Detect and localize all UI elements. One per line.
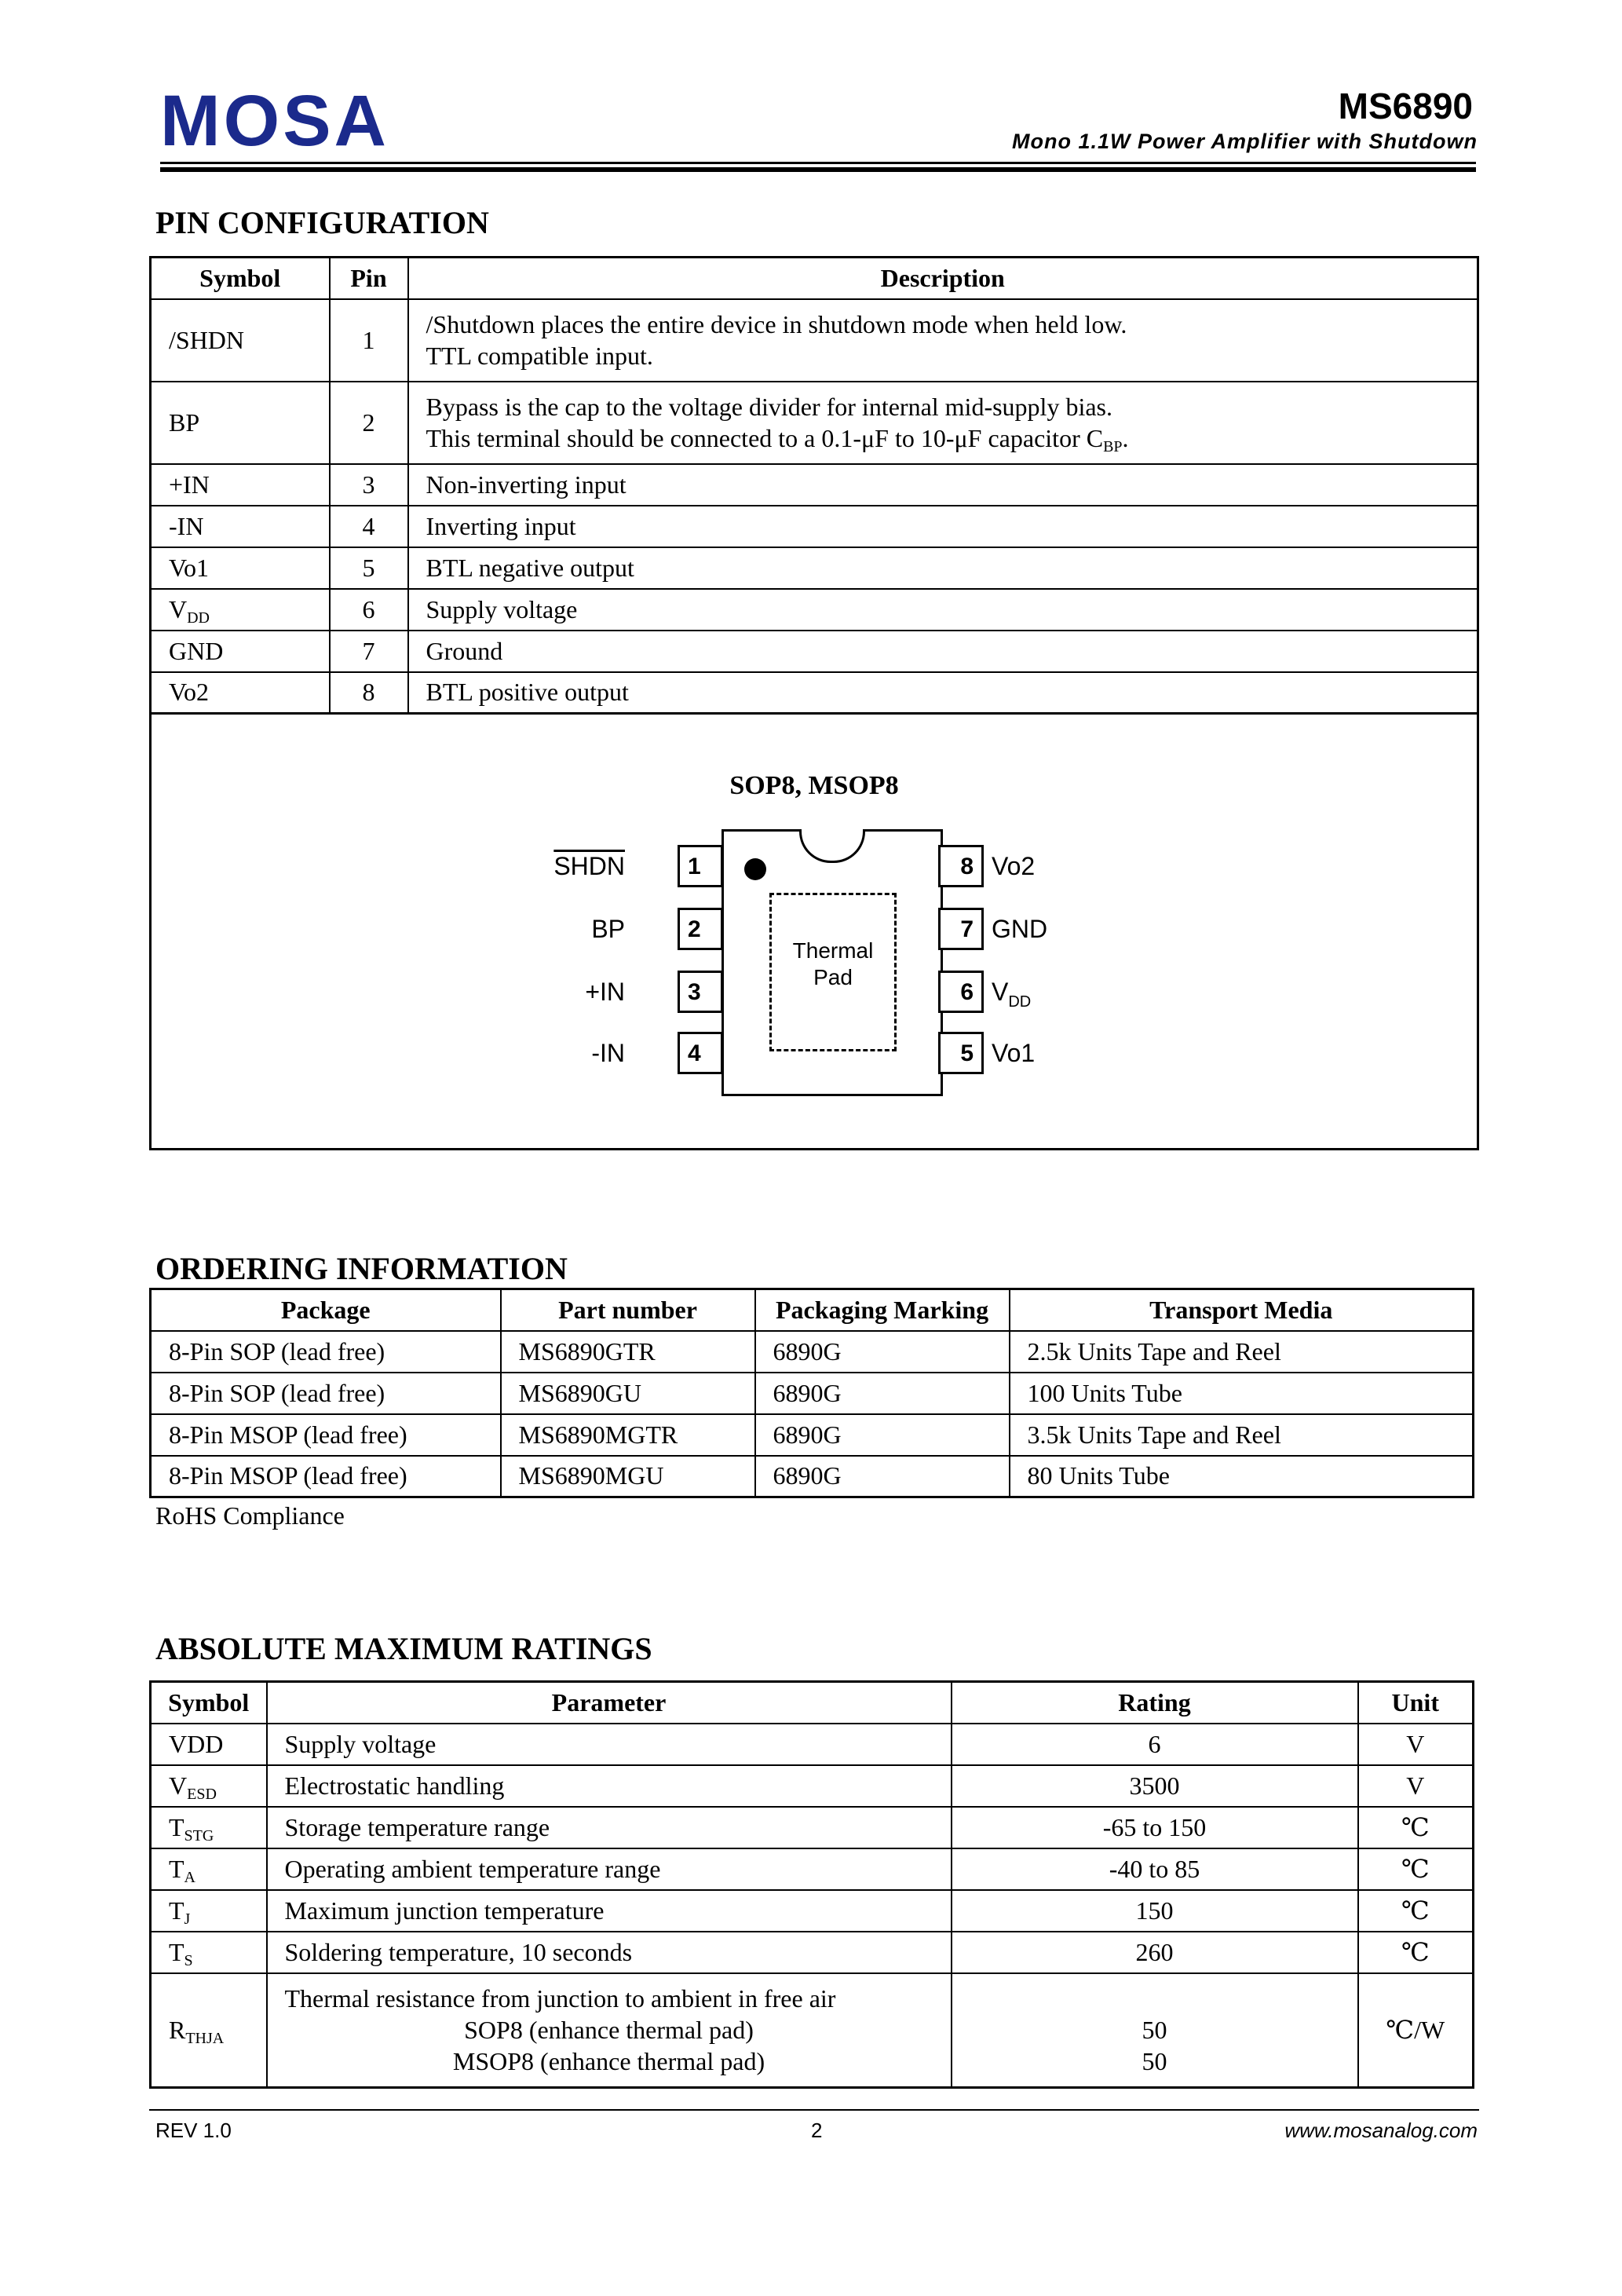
table-row: [151, 506, 1478, 547]
pin-label-plus-in: +IN: [585, 978, 625, 1006]
pin-number: 8: [330, 672, 408, 714]
pin-configuration-title: PIN CONFIGURATION: [155, 205, 489, 240]
table-header-row: [151, 1682, 1474, 1724]
document-subtitle: Mono 1.1W Power Amplifier with Shutdown: [1012, 130, 1478, 153]
table-row: [151, 382, 1478, 464]
part-number-cell: MS6890GU: [501, 1373, 755, 1414]
pin-number: 4: [330, 506, 408, 547]
pin-symbol: Vo2: [151, 672, 330, 714]
header-parameter: Parameter: [267, 1682, 952, 1724]
pin-description: Non-inverting input: [408, 464, 1478, 506]
pin-label-vo1: Vo1: [992, 1039, 1036, 1067]
header-symbol: Symbol: [151, 258, 330, 299]
header-part-number: Part number: [501, 1289, 755, 1331]
rating-value: 260: [952, 1932, 1358, 1973]
package-cell: 8-Pin MSOP (lead free): [151, 1414, 501, 1456]
rating-unit: V: [1358, 1765, 1474, 1807]
rating-value: 3500: [952, 1765, 1358, 1807]
marking-cell: 6890G: [755, 1331, 1010, 1373]
table-row: [151, 1373, 1474, 1414]
pin-number: 1: [330, 299, 408, 382]
pin-symbol: Vo1: [151, 547, 330, 589]
table-header-row: [151, 1289, 1474, 1331]
header-description: Description: [408, 258, 1478, 299]
footer-page-number: 2: [811, 2119, 823, 2142]
pin-description: Ground: [408, 631, 1478, 672]
part-number: MS6890: [1338, 86, 1473, 126]
marking-cell: 6890G: [755, 1373, 1010, 1414]
rating-value: 150: [952, 1890, 1358, 1932]
pin1-indicator-dot: [744, 858, 766, 880]
pin-description: BTL positive output: [408, 672, 1478, 714]
pin-label-vdd: $V_{DD}$: [992, 978, 1032, 1011]
table-row: [151, 1331, 1474, 1373]
rating-unit: V: [1358, 1724, 1474, 1765]
rating-parameter: Electrostatic handling: [267, 1765, 952, 1807]
rating-symbol: $T_S$: [151, 1932, 267, 1973]
pin-label-vo2: Vo2: [992, 852, 1036, 880]
pin-label-minus-in: -IN: [591, 1039, 625, 1067]
pin-configuration-table: [149, 256, 1479, 715]
header-rating: Rating: [952, 1682, 1358, 1724]
absolute-maximum-ratings-title: ABSOLUTE MAXIMUM RATINGS: [155, 1631, 652, 1666]
rating-symbol: $T_J$: [151, 1890, 267, 1932]
thermal-pad-label: Thermal Pad: [792, 938, 874, 989]
marking-cell: 6890G: [755, 1414, 1010, 1456]
table-row: [151, 547, 1478, 589]
pin-label-bp: BP: [591, 915, 625, 943]
package-cell: 8-Pin SOP (lead free): [151, 1373, 501, 1414]
pin-symbol: GND: [151, 631, 330, 672]
pin-description: Bypass is the cap to the voltage divider for internal mid-supply bias. This terminal should be connected to a 0.1-μF to 10-μF capacitor $C_{BP}$.: [408, 382, 1478, 464]
pin-2: 2: [678, 908, 723, 950]
package-title: SOP8, MSOP8: [729, 771, 899, 800]
table-row: [151, 1456, 1474, 1497]
transport-cell: 2.5k Units Tape and Reel: [1010, 1331, 1474, 1373]
part-number-cell: MS6890MGTR: [501, 1414, 755, 1456]
table-row: [151, 1890, 1474, 1932]
header-transport-media: Transport Media: [1010, 1289, 1474, 1331]
rating-parameter: Thermal resistance from junction to ambient in free air SOP8 (enhance thermal pad) MSOP8 (enhance thermal pad): [267, 1973, 952, 2088]
rating-symbol: $R_{THJA}$: [151, 1973, 267, 2088]
footer-rule: [149, 2109, 1479, 2111]
table-row: [151, 299, 1478, 382]
ordering-information-title: ORDERING INFORMATION: [155, 1251, 568, 1286]
footer-website[interactable]: www.mosanalog.com: [1284, 2119, 1478, 2142]
package-cell: 8-Pin SOP (lead free): [151, 1331, 501, 1373]
pin-6: 6: [938, 971, 984, 1013]
header-rule-thin: [160, 162, 1476, 164]
pin-symbol: /SHDN: [151, 299, 330, 382]
pin-label-gnd: GND: [992, 915, 1048, 943]
rating-parameter: Supply voltage: [267, 1724, 952, 1765]
rating-unit: ℃: [1358, 1932, 1474, 1973]
table-row: [151, 1414, 1474, 1456]
pin-label-shdn: SHDN: [553, 852, 625, 880]
transport-cell: 3.5k Units Tape and Reel: [1010, 1414, 1474, 1456]
pin-symbol: -IN: [151, 506, 330, 547]
table-row: [151, 589, 1478, 631]
part-number-cell: MS6890MGU: [501, 1456, 755, 1497]
chip-notch: [799, 829, 865, 863]
chip-body: [721, 829, 943, 1096]
header-unit: Unit: [1358, 1682, 1474, 1724]
header-packaging-marking: Packaging Marking: [755, 1289, 1010, 1331]
rating-parameter: Maximum junction temperature: [267, 1890, 952, 1932]
pin-description: BTL negative output: [408, 547, 1478, 589]
rating-value: -65 to 150: [952, 1807, 1358, 1848]
pin-number: 6: [330, 589, 408, 631]
rating-value: -40 to 85: [952, 1848, 1358, 1890]
pin-4: 4: [678, 1032, 723, 1074]
package-diagram: [149, 715, 1479, 1150]
pin-symbol: BP: [151, 382, 330, 464]
header-rule-thick: [160, 167, 1476, 172]
table-row: [151, 1765, 1474, 1807]
pin-symbol: +IN: [151, 464, 330, 506]
rating-parameter: Soldering temperature, 10 seconds: [267, 1932, 952, 1973]
rating-symbol: $T_{STG}$: [151, 1807, 267, 1848]
package-cell: 8-Pin MSOP (lead free): [151, 1456, 501, 1497]
pin-number: 3: [330, 464, 408, 506]
header-package: Package: [151, 1289, 501, 1331]
part-number-cell: MS6890GTR: [501, 1331, 755, 1373]
footer-revision: REV 1.0: [155, 2119, 232, 2142]
rating-unit: ℃: [1358, 1848, 1474, 1890]
rohs-note: RoHS Compliance: [155, 1501, 345, 1530]
rating-symbol: $V_{ESD}$: [151, 1765, 267, 1807]
header-symbol: Symbol: [151, 1682, 267, 1724]
rating-symbol: VDD: [151, 1724, 267, 1765]
marking-cell: 6890G: [755, 1456, 1010, 1497]
table-row: [151, 631, 1478, 672]
transport-cell: 100 Units Tube: [1010, 1373, 1474, 1414]
rating-unit: ℃: [1358, 1807, 1474, 1848]
transport-cell: 80 Units Tube: [1010, 1456, 1474, 1497]
table-row: [151, 672, 1478, 714]
rating-unit: ℃: [1358, 1890, 1474, 1932]
rating-value: 6: [952, 1724, 1358, 1765]
table-header-row: [151, 258, 1478, 299]
rating-unit: ℃/W: [1358, 1973, 1474, 2088]
pin-number: 5: [330, 547, 408, 589]
ordering-information-table: [149, 1288, 1474, 1498]
pin-number: 7: [330, 631, 408, 672]
table-row: [151, 1932, 1474, 1973]
table-row: [151, 1724, 1474, 1765]
rating-parameter: Storage temperature range: [267, 1807, 952, 1848]
rating-symbol: $T_A$: [151, 1848, 267, 1890]
pin-number: 2: [330, 382, 408, 464]
pin-description: /Shutdown places the entire device in shutdown mode when held low. TTL compatible input.: [408, 299, 1478, 382]
pin-3: 3: [678, 971, 723, 1013]
pin-description: Supply voltage: [408, 589, 1478, 631]
pin-description: Inverting input: [408, 506, 1478, 547]
rating-parameter: Operating ambient temperature range: [267, 1848, 952, 1890]
rating-value: 50 50: [952, 1973, 1358, 2088]
company-logo: MOSA: [160, 81, 389, 161]
table-row: [151, 1973, 1474, 2088]
table-row: [151, 1848, 1474, 1890]
table-row: [151, 464, 1478, 506]
table-row: [151, 1807, 1474, 1848]
pin-symbol: $V_{DD}$: [151, 589, 330, 631]
pin-8: 8: [938, 845, 984, 887]
pin-1: 1: [678, 845, 723, 887]
pin-5: 5: [938, 1032, 984, 1074]
header-pin: Pin: [330, 258, 408, 299]
thermal-pad: [769, 893, 897, 1051]
absolute-maximum-ratings-table: [149, 1680, 1474, 2089]
pin-7: 7: [938, 908, 984, 950]
